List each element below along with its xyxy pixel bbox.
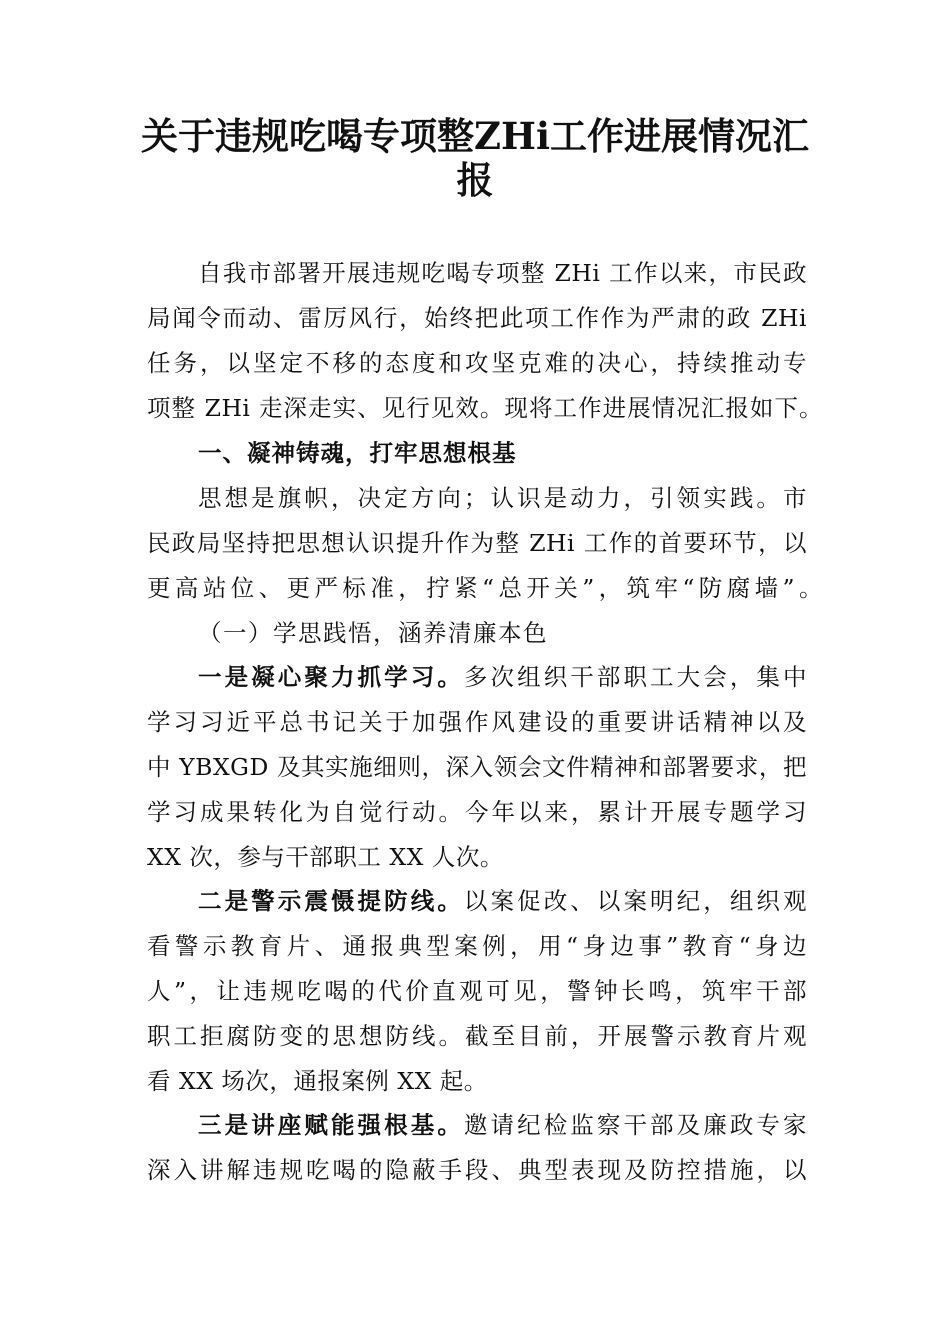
item-2-line-1 xyxy=(198,886,807,916)
section-1-line-1: 思想是旗帜，决定方向；认识是动力，引领实践。市 xyxy=(198,484,807,512)
item-1-line-3: 中 YBXGD 及其实施细则，深入领会文件精神和部署要求，把 xyxy=(147,753,807,781)
intro-line-4: 项整 ZHi 走深走实、见行见效。现将工作进展情况汇报如下。 xyxy=(147,394,823,422)
item-1-first-rest: 多次组织干部职工大会，集中 xyxy=(463,663,808,691)
item-2-line-4: 职工拒腐防变的思想防线。截至目前，开展警示教育片观 xyxy=(147,1022,807,1050)
item-2-line-2: 看警示教育片、通报典型案例，用“身边事”教育“身边 xyxy=(147,932,807,960)
item-2-line-5: 看 XX 场次，通报案例 XX 起。 xyxy=(147,1067,488,1095)
item-1-line-4: 学习成果转化为自觉行动。今年以来，累计开展专题学习 xyxy=(147,798,807,826)
item-3-line-2: 深入讲解违规吃喝的隐蔽手段、典型表现及防控措施，以 xyxy=(147,1156,807,1184)
item-2-first-rest: 以案促改、以案明纪，组织观 xyxy=(463,887,808,915)
section-1-heading: 一、凝神铸魂，打牢思想根基 xyxy=(198,439,517,467)
intro-line-2: 局闻令而动、雷厉风行，始终把此项工作作为严肃的政 ZHi xyxy=(147,304,807,332)
section-1-line-2: 民政局坚持把思想认识提升作为整 ZHi 工作的首要环节，以 xyxy=(147,529,807,557)
item-2-lead: 二是警示震慑提防线。 xyxy=(198,887,464,915)
item-1-line-1 xyxy=(198,662,807,692)
item-3-lead: 三是讲座赋能强根基。 xyxy=(198,1111,464,1139)
item-2-line-3: 人”，让违规吃喝的代价直观可见，警钟长鸣，筑牢干部 xyxy=(147,977,807,1005)
intro-line-1: 自我市部署开展违规吃喝专项整 ZHi 工作以来，市民政 xyxy=(198,259,807,287)
section-1-line-3: 更高站位、更严标准，拧紧“总开关”，筑牢“防腐墙”。 xyxy=(147,574,823,602)
document-title-line-1: 关于违规吃喝专项整ZHi工作进展情况汇 xyxy=(140,114,810,158)
item-3-first-rest: 邀请纪检监察干部及廉政专家 xyxy=(463,1111,808,1139)
item-1-line-5: XX 次，参与干部职工 XX 人次。 xyxy=(147,843,504,871)
item-3-line-1 xyxy=(198,1110,807,1140)
intro-line-3: 任务，以坚定不移的态度和攻坚克难的决心，持续推动专 xyxy=(147,349,807,377)
item-1-lead: 一是凝心聚力抓学习。 xyxy=(198,663,464,691)
document-title-line-2: 报 xyxy=(456,158,494,202)
item-1-line-2: 学习习近平总书记关于加强作风建设的重要讲话精神以及 xyxy=(147,708,807,736)
subsection-1-heading: （一）学思践悟，涵养清廉本色 xyxy=(198,619,548,647)
